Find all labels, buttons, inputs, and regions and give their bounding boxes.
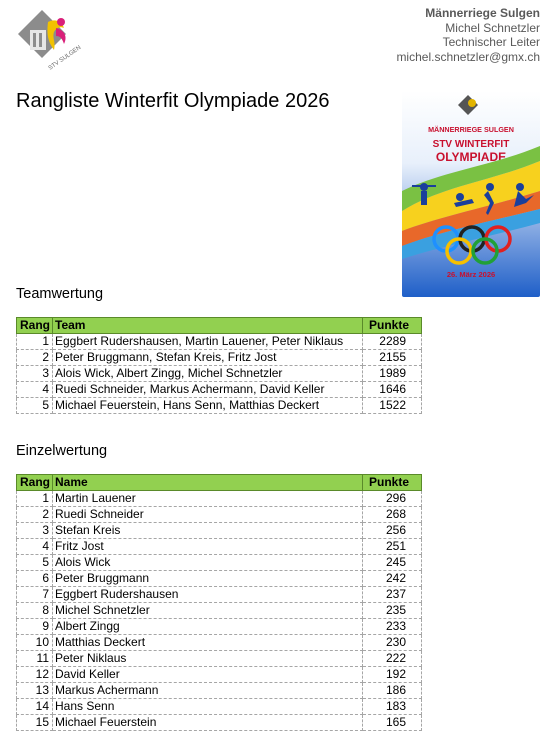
points-cell: 237	[363, 587, 422, 603]
table-row	[17, 571, 422, 587]
name-cell: David Keller	[53, 667, 363, 683]
table-row	[17, 635, 422, 651]
rank-cell: 6	[17, 571, 53, 587]
col-header-name: Name	[53, 475, 363, 491]
col-header-points: Punkte	[363, 475, 422, 491]
contact-name: Michel Schnetzler	[445, 20, 540, 35]
table-row	[17, 350, 422, 366]
name-cell: Peter Bruggmann	[53, 571, 363, 587]
svg-text:26. März 2026: 26. März 2026	[446, 270, 496, 279]
points-cell: 186	[363, 683, 422, 699]
name-cell: Michel Schnetzler	[53, 603, 363, 619]
single-section-heading: Einzelwertung	[16, 443, 108, 459]
rank-cell: 14	[17, 699, 53, 715]
name-cell: Peter Bruggmann, Stefan Kreis, Fritz Jost	[53, 350, 363, 366]
table-row	[17, 603, 422, 619]
table-header-row	[17, 318, 422, 334]
name-cell: Eggbert Rudershausen, Martin Lauener, Peter Niklaus	[53, 334, 363, 350]
table-row	[17, 382, 422, 398]
rank-cell: 1	[17, 491, 53, 507]
table-row	[17, 651, 422, 667]
col-header-rank: Rang	[17, 318, 53, 334]
rank-cell: 13	[17, 683, 53, 699]
name-cell: Martin Lauener	[53, 491, 363, 507]
contact-email[interactable]: michel.schnetzler@gmx.ch	[396, 49, 540, 64]
points-cell: 1989	[363, 366, 422, 382]
points-cell: 1522	[363, 398, 422, 414]
table-row	[17, 507, 422, 523]
rank-cell: 3	[17, 366, 53, 382]
rank-cell: 5	[17, 398, 53, 414]
table-row	[17, 539, 422, 555]
points-cell: 2289	[363, 334, 422, 350]
rank-cell: 3	[17, 523, 53, 539]
page-title: Rangliste Winterfit Olympiade 2026	[16, 90, 330, 112]
name-cell: Ruedi Schneider	[53, 507, 363, 523]
name-cell: Matthias Deckert	[53, 635, 363, 651]
points-cell: 245	[363, 555, 422, 571]
points-cell: 222	[363, 651, 422, 667]
points-cell: 230	[363, 635, 422, 651]
name-cell: Eggbert Rudershausen	[53, 587, 363, 603]
name-cell: Stefan Kreis	[53, 523, 363, 539]
table-row	[17, 619, 422, 635]
rank-cell: 10	[17, 635, 53, 651]
table-row	[17, 334, 422, 350]
points-cell: 268	[363, 507, 422, 523]
team-section-heading: Teamwertung	[16, 286, 104, 302]
rank-cell: 7	[17, 587, 53, 603]
contact-role: Technischer Leiter	[442, 35, 540, 49]
rank-cell: 11	[17, 651, 53, 667]
rank-cell: 1	[17, 334, 53, 350]
table-header-row	[17, 475, 422, 491]
contact-block	[396, 6, 540, 64]
svg-text:OLYMPIADE: OLYMPIADE	[435, 150, 507, 164]
table-row	[17, 587, 422, 603]
event-poster-image	[402, 91, 540, 297]
rank-cell: 12	[17, 667, 53, 683]
name-cell: Hans Senn	[53, 699, 363, 715]
points-cell: 235	[363, 603, 422, 619]
col-header-rank: Rang	[17, 475, 53, 491]
points-cell: 183	[363, 699, 422, 715]
name-cell: Alois Wick	[53, 555, 363, 571]
table-row	[17, 699, 422, 715]
table-row	[17, 366, 422, 382]
table-row	[17, 715, 422, 731]
name-cell: Michael Feuerstein	[53, 715, 363, 731]
col-header-points: Punkte	[363, 318, 422, 334]
points-cell: 2155	[363, 350, 422, 366]
points-cell: 296	[363, 491, 422, 507]
points-cell: 251	[363, 539, 422, 555]
stv-sulgen-logo	[16, 8, 84, 76]
name-cell: Peter Niklaus	[53, 651, 363, 667]
team-table	[16, 317, 422, 414]
name-cell: Michael Feuerstein, Hans Senn, Matthias Deckert	[53, 398, 363, 414]
points-cell: 242	[363, 571, 422, 587]
name-cell: Alois Wick, Albert Zingg, Michel Schnetzler	[53, 366, 363, 382]
table-row	[17, 523, 422, 539]
rank-cell: 15	[17, 715, 53, 731]
rank-cell: 8	[17, 603, 53, 619]
table-row	[17, 683, 422, 699]
table-row	[17, 667, 422, 683]
rank-cell: 9	[17, 619, 53, 635]
org-name: Männerriege Sulgen	[425, 6, 540, 20]
table-row	[17, 398, 422, 414]
single-table	[16, 474, 422, 731]
points-cell: 256	[363, 523, 422, 539]
svg-text:MÄNNERRIEGE SULGEN: MÄNNERRIEGE SULGEN	[428, 125, 514, 134]
points-cell: 165	[363, 715, 422, 731]
name-cell: Markus Achermann	[53, 683, 363, 699]
col-header-team: Team	[53, 318, 363, 334]
svg-text:STV SULGEN: STV SULGEN	[47, 44, 83, 72]
table-row	[17, 555, 422, 571]
name-cell: Fritz Jost	[53, 539, 363, 555]
rank-cell: 4	[17, 382, 53, 398]
table-row	[17, 491, 422, 507]
rank-cell: 2	[17, 507, 53, 523]
points-cell: 192	[363, 667, 422, 683]
name-cell: Albert Zingg	[53, 619, 363, 635]
name-cell: Ruedi Schneider, Markus Achermann, David Keller	[53, 382, 363, 398]
rank-cell: 4	[17, 539, 53, 555]
rank-cell: 5	[17, 555, 53, 571]
rank-cell: 2	[17, 350, 53, 366]
points-cell: 233	[363, 619, 422, 635]
svg-text:STV WINTERFIT: STV WINTERFIT	[432, 139, 510, 150]
points-cell: 1646	[363, 382, 422, 398]
